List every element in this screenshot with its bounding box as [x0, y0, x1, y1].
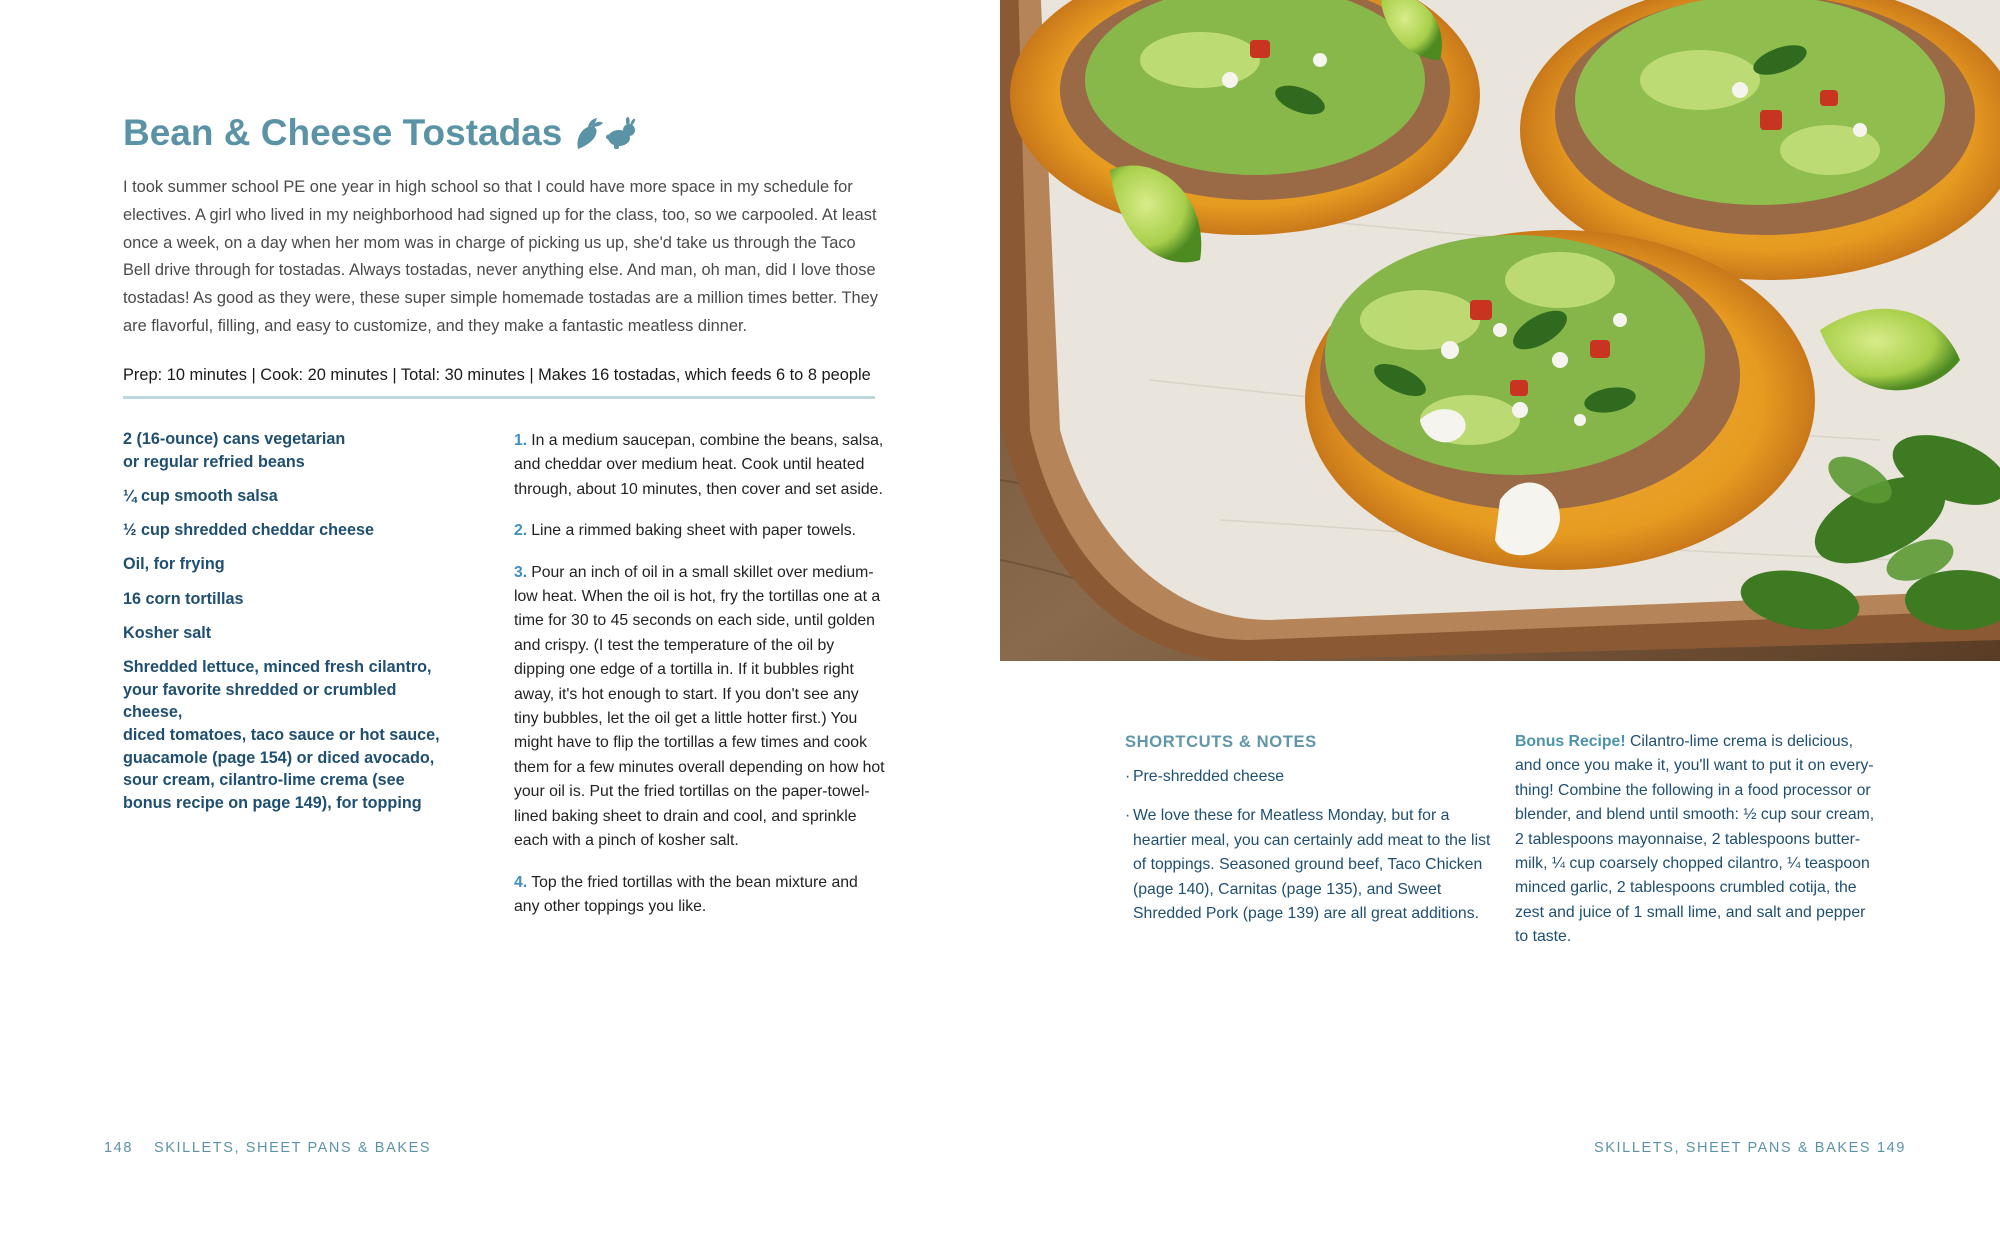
step-number: 4. — [514, 873, 528, 891]
vegetarian-icon — [574, 116, 604, 150]
bonus-text: Cilantro-lime crema is delicious, and once you make it, you'll want to put it on every-thing! Combine the following in a food processor or blender, and blend until smooth: ½ cup sour cream, 2 tablespoons mayonnaise, 2 tablespoons butter-milk, ¼ cup coarsely chopped cilantro, ¼ teaspoon minced garlic, 2 tablespoons crumbled cotija, the zest and juice of 1 small lime, and salt and pepper to taste. — [1515, 733, 1875, 946]
page-number-left: 148 — [104, 1140, 133, 1156]
notes-list — [1125, 765, 1495, 941]
ingredient-item: ½ cup shredded cheddar cheese — [123, 521, 375, 540]
ingredients-list — [123, 428, 458, 826]
note-text: Pre-shredded cheese — [1133, 768, 1285, 785]
ingredient-item: Shredded lettuce, minced fresh cilantro, your favorite shredded or crumbled cheese, diced tomatoes, taco sauce or hot sauce, guacamole (page 154) or diced avocado, sour cream, cilantro-lime crema (see bonus recipe on page 149), for topping — [123, 658, 440, 812]
step-number: 1. — [514, 432, 528, 449]
section-title-left: SKILLETS, SHEET PANS & BAKES — [154, 1140, 432, 1156]
bullet-icon: · — [1125, 768, 1131, 785]
page-number-right: 149 — [1877, 1140, 1906, 1156]
section-title-right: SKILLETS, SHEET PANS & BAKES — [1594, 1140, 1872, 1156]
note-item — [1125, 765, 1495, 789]
bonus-recipe — [1515, 730, 1880, 950]
step-text: Top the fried tortillas with the bean mixture and any other toppings you like. — [514, 873, 858, 915]
step-item — [514, 871, 886, 920]
recipe-title — [123, 112, 883, 154]
divider-rule — [123, 396, 875, 399]
note-item — [1125, 804, 1495, 926]
ingredient-item: 2 (16-ounce) cans vegetarian or regular refried beans — [123, 430, 346, 471]
step-item — [514, 561, 886, 854]
ingredient-item: ¼ cup smooth salsa — [123, 486, 278, 505]
step-number: 2. — [514, 522, 528, 540]
recipe-meta: Prep: 10 minutes | Cook: 20 minutes | Total: 30 minutes | Makes 16 tostadas, which feeds 6 to 8 people — [123, 366, 871, 384]
tostadas-photo — [1000, 0, 2000, 661]
ingredient-item: 16 corn tortillas — [123, 589, 244, 608]
step-item — [514, 519, 886, 543]
steps-list — [514, 429, 886, 936]
note-text: We love these for Meatless Monday, but for a heartier meal, you can certainly add meat to the list of toppings. Seasoned ground beef, Taco Chicken (page 140), Carnitas (page 135), and Sweet Shredded Pork (page 139) are all great additions. — [1133, 807, 1491, 923]
step-item — [514, 429, 886, 502]
quick-rabbit-icon — [606, 116, 636, 150]
intro-paragraph: I took summer school PE one year in high school so that I could have more space in my schedule for electives. A girl who lived in my neighborhood had signed up for the class, too, so we carpooled. At least once a week, on a day when her mom was in charge of picking us up, she'd take us through the Taco Bell drive through for tostadas. Always tostadas, never anything else. And man, oh man, did I love those tostadas! As good as they were, these super simple homemade tostadas are a million times better. They are flavorful, filling, and easy to customize, and they make a fantastic meatless dinner. — [123, 178, 878, 335]
step-text: Line a rimmed baking sheet with paper towels. — [531, 522, 857, 540]
tostadas-photo-illustration — [1000, 0, 2000, 661]
step-number: 3. — [514, 563, 528, 581]
bonus-label: Bonus Recipe! — [1515, 733, 1626, 750]
title-icons — [574, 116, 636, 150]
step-text: Pour an inch of oil in a small skillet over medium-low heat. When the oil is hot, fry the tortillas one at a time for 30 to 45 seconds on each side, until golden and crispy. (I test the temperature of the oil by dipping one edge of a tortilla in. If it bubbles right away, it's hot enough to start. If you don't see any tiny bubbles, let the oil get a little hotter first.) You might have to flip the tortillas a few times and cook them for a few minutes overall depending on how hot your oil is. Put the fried tortillas on the paper-towel-lined baking sheet to drain and cool, and sprinkle each with a pinch of kosher salt. — [514, 563, 885, 850]
ingredient-item: Oil, for frying — [123, 555, 225, 574]
recipe-title-text: Bean & Cheese Tostadas — [123, 112, 563, 153]
step-text: In a medium saucepan, combine the beans, salsa, and cheddar over medium heat. Cook until heated through, about 10 minutes, then cover and set aside. — [514, 432, 884, 498]
notes-heading: SHORTCUTS & NOTES — [1125, 732, 1317, 751]
ingredient-item: Kosher salt — [123, 624, 212, 642]
bullet-icon: · — [1125, 807, 1131, 825]
